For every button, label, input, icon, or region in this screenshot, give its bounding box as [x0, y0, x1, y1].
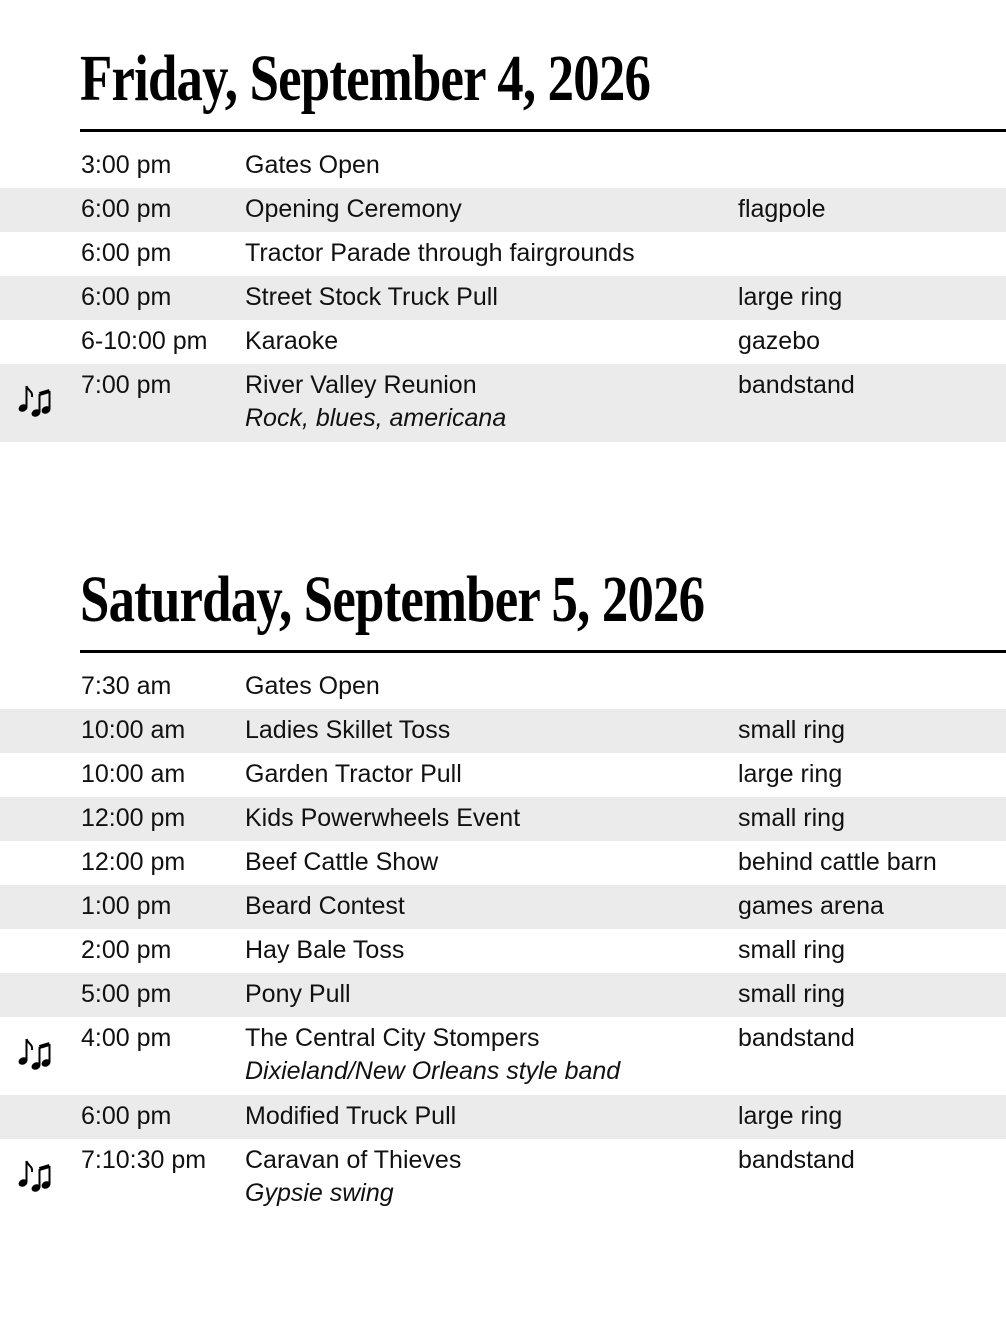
event-time: 6:00 pm: [81, 195, 172, 223]
event-location: gazebo: [738, 327, 821, 355]
event-row: [0, 665, 1006, 709]
event-row: [0, 276, 1006, 320]
event-time: 7:00 pm: [81, 371, 172, 399]
event-name: Gates Open: [245, 151, 380, 179]
event-time: 6:00 pm: [81, 1102, 172, 1130]
event-name: Beef Cattle Show: [245, 848, 439, 876]
title-rule: [80, 650, 1006, 653]
event-time: 10:00 am: [81, 716, 186, 744]
event-row: [0, 364, 1006, 442]
event-time: 3:00 pm: [81, 151, 172, 179]
event-location: small ring: [738, 804, 845, 832]
event-time: 6-10:00 pm: [81, 327, 208, 355]
event-name: Gates Open: [245, 672, 380, 700]
event-name: The Central City Stompers: [245, 1024, 540, 1052]
event-name: Ladies Skillet Toss: [245, 716, 451, 744]
event-name: Beard Contest: [245, 892, 405, 920]
event-time: 7:10:30 pm: [81, 1146, 207, 1174]
music-note-icon: [16, 1035, 52, 1071]
event-name: River Valley Reunion: [245, 371, 477, 399]
event-name: Pony Pull: [245, 980, 351, 1008]
event-row: [0, 144, 1006, 188]
event-location: flagpole: [738, 195, 826, 223]
event-time: 7:30 am: [81, 672, 172, 700]
event-location: bandstand: [738, 371, 855, 399]
event-time: 2:00 pm: [81, 936, 172, 964]
event-description: Rock, blues, americana: [245, 404, 507, 432]
music-note-icon: [16, 1157, 52, 1193]
event-location: bandstand: [738, 1146, 855, 1174]
event-location: small ring: [738, 716, 845, 744]
event-name: Garden Tractor Pull: [245, 760, 462, 788]
event-time: 5:00 pm: [81, 980, 172, 1008]
event-row: [0, 929, 1006, 973]
event-description: Gypsie swing: [245, 1179, 394, 1207]
event-row: [0, 320, 1006, 364]
event-name: Tractor Parade through fairgrounds: [245, 239, 635, 267]
event-row: [0, 232, 1006, 276]
event-row: [0, 1017, 1006, 1095]
event-name: Caravan of Thieves: [245, 1146, 462, 1174]
event-row: [0, 885, 1006, 929]
event-time: 12:00 pm: [81, 804, 186, 832]
event-name: Kids Powerwheels Event: [245, 804, 521, 832]
event-time: 1:00 pm: [81, 892, 172, 920]
event-time: 10:00 am: [81, 760, 186, 788]
day-title: Friday, September 4, 2026: [80, 42, 651, 115]
event-row: [0, 1095, 1006, 1139]
event-time: 6:00 pm: [81, 283, 172, 311]
music-note-icon: [16, 382, 52, 418]
event-location: large ring: [738, 1102, 843, 1130]
event-row: [0, 188, 1006, 232]
event-location: small ring: [738, 936, 845, 964]
event-row: [0, 709, 1006, 753]
event-location: large ring: [738, 760, 843, 788]
event-name: Street Stock Truck Pull: [245, 283, 498, 311]
event-location: large ring: [738, 283, 843, 311]
title-rule: [80, 129, 1006, 132]
event-location: small ring: [738, 980, 845, 1008]
event-row: [0, 973, 1006, 1017]
event-row: [0, 753, 1006, 797]
event-name: Opening Ceremony: [245, 195, 462, 223]
event-time: 6:00 pm: [81, 239, 172, 267]
event-name: Modified Truck Pull: [245, 1102, 457, 1130]
event-list: [0, 144, 1006, 442]
event-list: [0, 665, 1006, 1217]
event-name: Karaoke: [245, 327, 339, 355]
event-time: 4:00 pm: [81, 1024, 172, 1052]
event-location: behind cattle barn: [738, 848, 937, 876]
event-time: 12:00 pm: [81, 848, 186, 876]
event-row: [0, 797, 1006, 841]
day-title: Saturday, September 5, 2026: [80, 563, 705, 636]
event-name: Hay Bale Toss: [245, 936, 405, 964]
event-row: [0, 841, 1006, 885]
event-location: bandstand: [738, 1024, 855, 1052]
event-description: Dixieland/New Orleans style band: [245, 1057, 621, 1085]
event-location: games arena: [738, 892, 884, 920]
event-row: [0, 1139, 1006, 1217]
